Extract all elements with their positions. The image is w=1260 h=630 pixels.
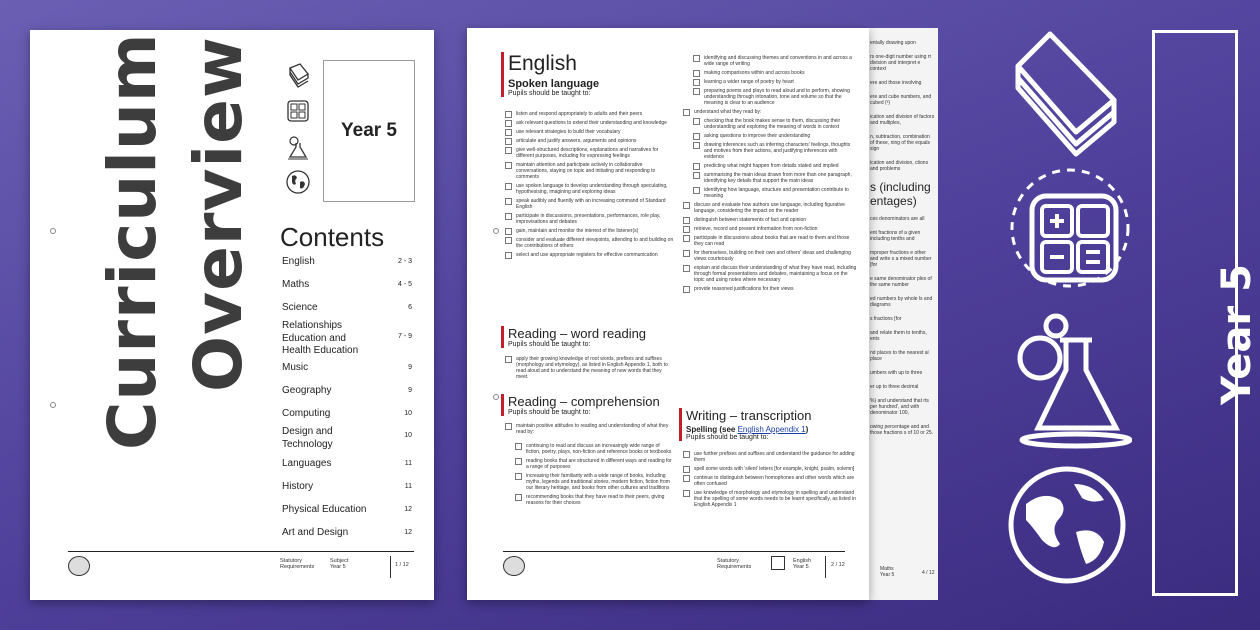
list-item: for themselves, building on their own and others' ideas and challenging views courteously (681, 250, 857, 262)
list-item: identifying and discussing themes and conventions in and across a wide range of writing (691, 55, 857, 67)
list-item: use relevant strategies to build their vocabulary (503, 129, 675, 135)
toc-page: 12 (404, 529, 412, 536)
english-footer (503, 551, 845, 582)
punch-hole (50, 402, 56, 408)
toc-label: Physical Education (282, 504, 367, 515)
flask-icon (284, 133, 312, 161)
list-item: gain, maintain and monitor the interest of the listener(s) (503, 228, 675, 234)
globe-icon (284, 168, 312, 196)
cover-page (30, 30, 434, 600)
section-heading: Writing – transcription (686, 408, 812, 423)
globe-icon (1004, 460, 1130, 590)
toc-item[interactable] (282, 362, 412, 385)
cover-title-line2: Overview (180, 36, 257, 392)
list-item: use further prefixes and suffixes and understand the guidance for adding them (681, 451, 857, 463)
maths-footer-page: 4 / 12 (922, 570, 935, 576)
toc-page: 10 (404, 432, 412, 439)
list-item: listen and respond appropriately to adults and their peers (503, 111, 675, 117)
toc-item[interactable] (282, 481, 412, 504)
calculator-icon (284, 97, 312, 125)
list-item: apply their growing knowledge of root words, prefixes and suffixes (morphology and etymology), as listed in English Appendix 1, both to read aloud and to understand the meaning of new words that they meet. (503, 356, 675, 380)
list-item: preparing poems and plays to read aloud and to perform, showing understanding through intonation, tone and volume so that the meaning is clear to an audience (691, 88, 857, 106)
maths-footer: Maths Year 5 (880, 566, 895, 578)
contents-heading: Contents (280, 222, 385, 252)
calculator-icon (1008, 162, 1132, 292)
toc-label: Geography (282, 385, 332, 396)
toc-item[interactable] (282, 385, 412, 408)
toc-page: 7 - 9 (397, 333, 412, 340)
punch-hole (50, 228, 56, 234)
list-item: predicting what might happen from details stated and implied (691, 163, 857, 169)
toc-item[interactable] (282, 302, 412, 320)
footer-subject: English Year 5 (793, 558, 812, 570)
toc-page: 4 - 5 (397, 281, 412, 288)
section-heading: Reading – word reading (508, 326, 647, 341)
book-icon (771, 556, 785, 570)
list-item: recommending books that they have read to their peers, giving reasons for their choices (513, 494, 675, 506)
list-item: continuing to read and discuss an increasingly wide range of fiction, poetry, plays, non-fiction and reference books or textbooks (513, 443, 675, 455)
list-item: select and use appropriate registers for effective communication (503, 252, 675, 258)
section-heading: Spoken language (508, 78, 600, 90)
logo (503, 556, 525, 576)
maths-heading: s (including entages) (870, 180, 931, 208)
list-item: distinguish between statements of fact and opinion (681, 217, 857, 223)
list-item: give well-structured descriptions, explanations and narratives for different purposes, including for expressing feelings (503, 147, 675, 159)
footer-label: Statutory Requirements (717, 558, 752, 570)
list-item: consider and evaluate different viewpoints, attending to and building on the contributions of others (503, 237, 675, 249)
toc-label: Computing (282, 408, 331, 419)
list-item: continue to distinguish between homophones and other words which are often confused (681, 475, 857, 487)
book-icon (284, 62, 312, 90)
word-reading-list (503, 353, 675, 383)
transcription-section (679, 408, 862, 441)
toc-item[interactable] (282, 504, 412, 527)
toc-item[interactable] (282, 256, 412, 279)
maths-strip: entally drawing upon rs one-digit number using rt division and interpret e context ere and those involving ere and cube numbers, and cubed (³) ication and division of factors and multiples, n, subtraction, combination of these, ning of the equals sign ication and division, ctions and problems s (including entages) ces denominators are all ent fractions of a given including tenths and mproper fractions e other and write s a mixed number [for e same denominator ples of the same number ed numbers by whole ls and diagrams s fractions [for and relate them to tenths, ents nd places to the nearest al place umbers with up to three er up to three decimal %) and understand that rts per hundred', and with denominator 100, owing percentage and and those fractions s of 10 or 25. (870, 40, 935, 436)
list-item: provide reasoned justifications for their views (681, 286, 857, 292)
section-intro: Pupils should be taught to: (508, 341, 591, 348)
spoken-list (503, 108, 675, 261)
list-item: reading books that are structured in different ways and reading for a range of purposes (513, 458, 675, 470)
toc-label: English (282, 256, 315, 267)
spoken-language-section (501, 52, 678, 97)
toc-item[interactable] (282, 426, 412, 458)
toc-label: Languages (282, 458, 332, 469)
toc-item[interactable] (282, 279, 412, 302)
section-heading: Reading – comprehension (508, 394, 660, 409)
toc-page: 2 - 3 (397, 258, 412, 265)
list-item: speak audibly and fluently with an increasing command of Standard English (503, 198, 675, 210)
list-item: checking that the book makes sense to them, discussing their understanding and exploring the meaning of words in context (691, 118, 857, 130)
toc-page: 12 (404, 506, 412, 513)
list-item: participate in discussions about books that are read to them and those they can read (681, 235, 857, 247)
column-2-list (681, 52, 857, 295)
toc-label: Design and Technology (282, 426, 333, 450)
section-intro: Pupils should be taught to: (686, 434, 769, 441)
list-item: retrieve, record and present information from non-fiction (681, 226, 857, 232)
logo (68, 556, 90, 576)
toc-item[interactable] (282, 408, 412, 426)
list-item: explain and discuss their understanding of what they have read, including through formal presentations and debates, maintaining a focus on the topic and using notes where necessary (681, 265, 857, 283)
cover-footer (68, 551, 414, 582)
word-reading-section (501, 326, 678, 348)
list-item: making comparisons within and across books (691, 70, 857, 76)
year-label: Year 5 (1214, 264, 1260, 405)
list-item: understand what they read by: (681, 109, 857, 115)
toc-page: 9 (408, 364, 412, 371)
section-intro: Pupils should be taught to: (508, 90, 591, 97)
footer-page: 2 / 12 (831, 562, 845, 568)
list-item: use spoken language to develop understanding through speculating, hypothesising, imagining and exploring ideas (503, 183, 675, 195)
toc-item[interactable] (282, 458, 412, 481)
toc-label: Music (282, 362, 309, 373)
punch-hole (493, 394, 499, 400)
toc-label: Art and Design (282, 527, 349, 538)
list-item: increasing their familiarity with a wide range of books, including myths, legends and traditional stories, modern fiction, fiction from our literary heritage, and books from other cultures and traditions (513, 473, 675, 491)
toc-page: 6 (408, 304, 412, 311)
list-item: participate in discussions, presentations, performances, role play, improvisations and debates (503, 213, 675, 225)
list-item: use knowledge of morphology and etymology in spelling and understand that the spelling of some words needs to be learnt specifically, as listed in English Appendix 1 (681, 490, 857, 508)
appendix-link[interactable]: English Appendix 1 (737, 425, 806, 434)
year-box: Year 5 (323, 60, 415, 202)
list-item: learning a wider range of poetry by heart (691, 79, 857, 85)
list-item: identifying how language, structure and presentation contribute to meaning (691, 187, 857, 199)
footer-label: Statutory Requirements (280, 558, 315, 570)
list-item: summarising the main ideas drawn from more than one paragraph, identifying key details that support the main ideas (691, 172, 857, 184)
footer-page: 1 / 12 (395, 562, 409, 568)
toc-page: 10 (404, 410, 412, 417)
list-item: discuss and evaluate how authors use language, including figurative language, considering the impact on the reader (681, 202, 857, 214)
cover-title-line1: Curriculum (94, 32, 171, 450)
toc-item[interactable] (282, 320, 412, 362)
footer-subject: Subject Year 5 (330, 558, 349, 570)
section-intro: Pupils should be taught to: (508, 409, 591, 416)
toc-page: 11 (404, 483, 412, 490)
comprehension-section (501, 394, 678, 416)
list-item: articulate and justify answers, arguments and opinions (503, 138, 675, 144)
list-item: drawing inferences such as inferring characters' feelings, thoughts and motives from their actions, and justifying inferences with evidence (691, 142, 857, 160)
toc-label: Science (282, 302, 318, 313)
table-of-contents (282, 256, 412, 545)
punch-hole (493, 228, 499, 234)
toc-item[interactable] (282, 527, 412, 545)
list-item: maintain attention and participate actively in collaborative conversations, staying on topic and initiating and responding to comments (503, 162, 675, 180)
english-page (467, 28, 869, 600)
list-item: ask relevant questions to extend their understanding and knowledge (503, 120, 675, 126)
toc-page: 9 (408, 387, 412, 394)
toc-label: Relationships Education and Health Education (282, 320, 359, 356)
list-item: spell some words with 'silent' letters [for example, knight, psalm, solemn] (681, 466, 857, 472)
list-item: maintain positive attitudes to reading and understanding of what they read by: (503, 423, 675, 435)
comprehension-list (503, 420, 675, 509)
toc-page: 11 (404, 460, 412, 467)
transcription-list (681, 448, 857, 511)
page-title: English (508, 52, 577, 75)
list-item: asking questions to improve their understanding (691, 133, 857, 139)
flask-icon (1012, 300, 1132, 450)
toc-label: History (282, 481, 314, 492)
spelling-line: Spelling (see English Appendix 1) (686, 425, 809, 434)
book-icon (1010, 28, 1132, 158)
toc-label: Maths (282, 279, 310, 290)
